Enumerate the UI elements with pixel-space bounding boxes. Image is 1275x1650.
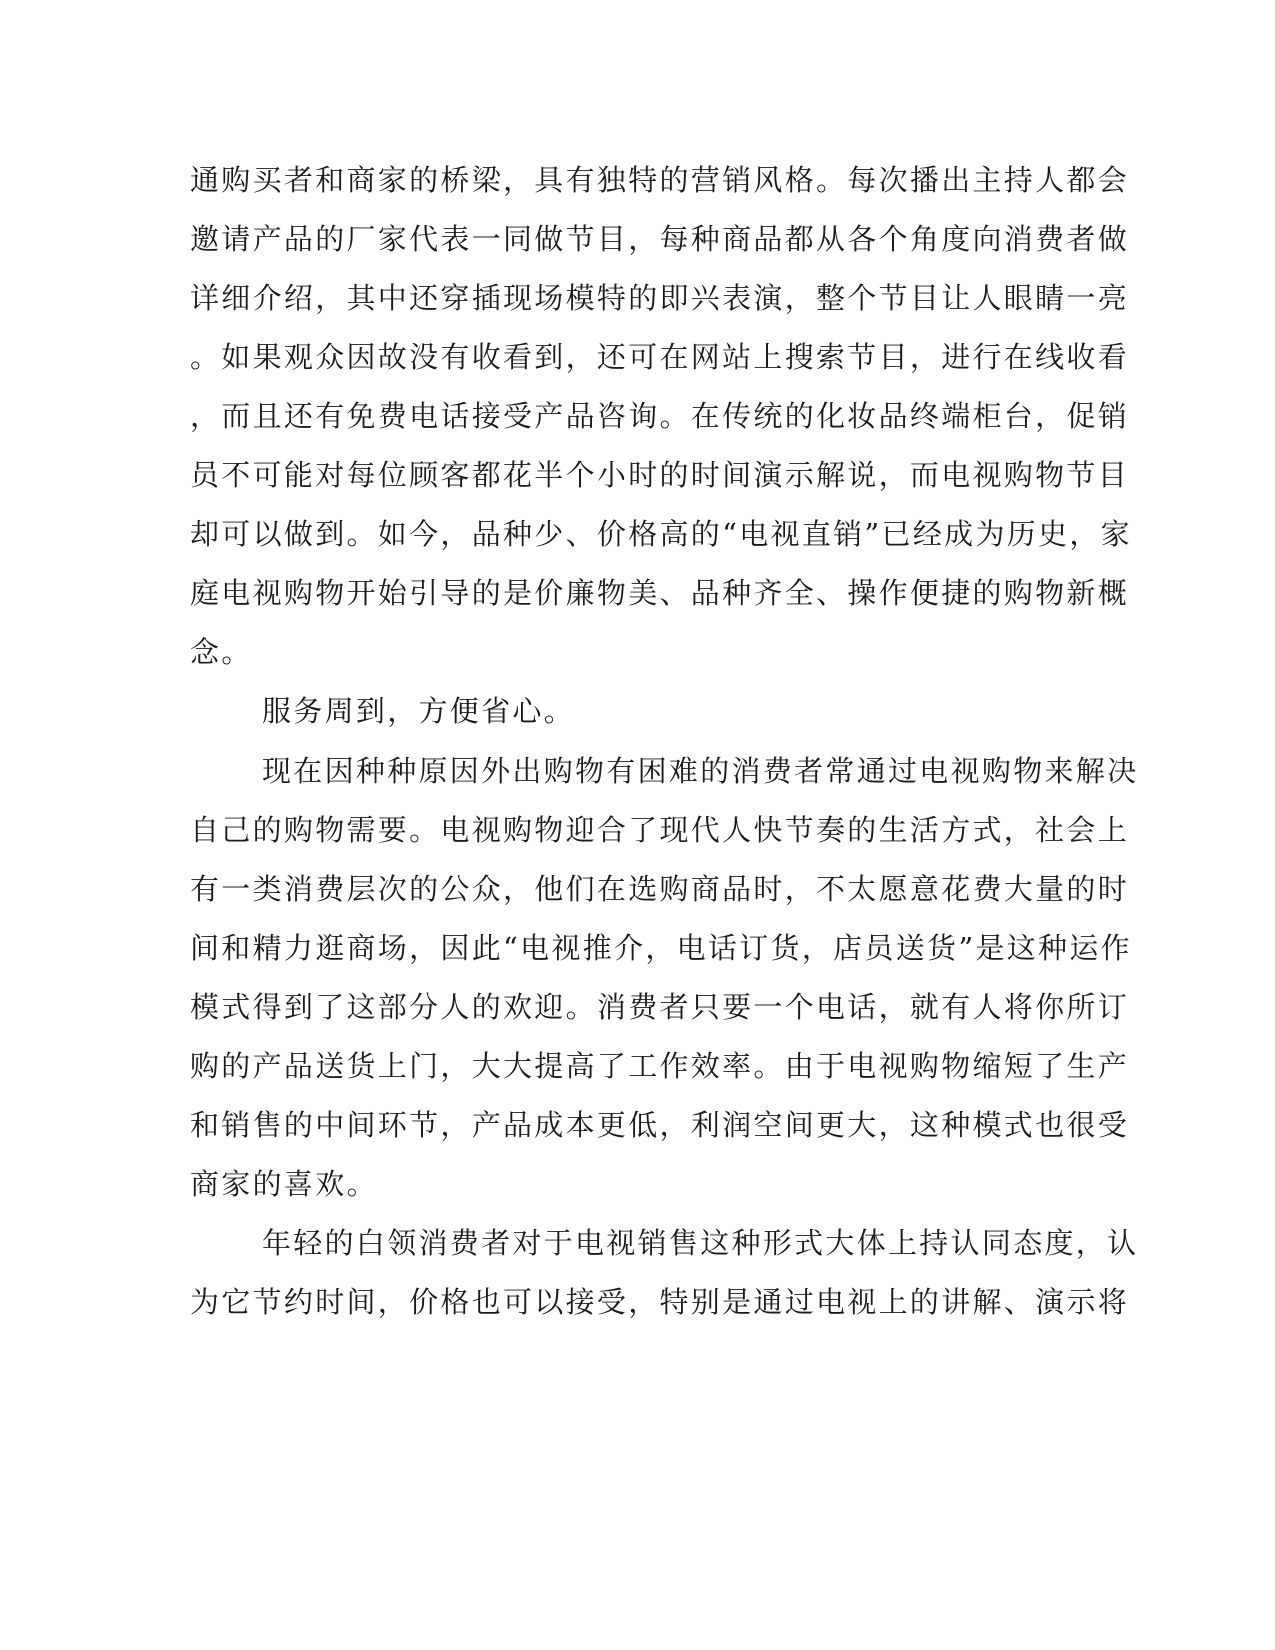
text-line: 模式得到了这部分人的欢迎。消费者只要一个电话，就有人将你所订 <box>190 990 1130 1024</box>
text-line: 念。 <box>190 635 253 669</box>
text-line: ，而且还有免费电话接受产品咨询。在传统的化妆品终端柜台，促销 <box>190 399 1130 433</box>
text-line: 邀请产品的厂家代表一同做节目，每种商品都从各个角度向消费者做 <box>190 222 1130 256</box>
text-line: 庭电视购物开始引导的是价廉物美、品种齐全、操作便捷的购物新概 <box>190 576 1130 610</box>
text-line: 和销售的中间环节，产品成本更低，利润空间更大，这种模式也很受 <box>190 1108 1130 1142</box>
text-line: 商家的喜欢。 <box>190 1167 378 1201</box>
paragraph-first-line: 年轻的白领消费者对于电视销售这种形式大体上持认同态度，认 <box>262 1226 1139 1260</box>
text-line: 有一类消费层次的公众，他们在选购商品时，不太愿意花费大量的时 <box>190 872 1130 906</box>
text-line: 通购买者和商家的桥梁，具有独特的营销风格。每次播出主持人都会 <box>190 163 1130 197</box>
text-line: 购的产品送货上门，大大提高了工作效率。由于电视购物缩短了生产 <box>190 1049 1130 1083</box>
paragraph-first-line: 现在因种种原因外出购物有困难的消费者常通过电视购物来解决 <box>262 754 1139 788</box>
text-line: 却可以做到。如今，品种少、价格高的“电视直销”已经成为历史，家 <box>190 517 1132 551</box>
text-line: 详细介绍，其中还穿插现场模特的即兴表演，整个节目让人眼睛一亮 <box>190 281 1130 315</box>
section-heading: 服务周到，方便省心。 <box>262 694 576 728</box>
text-line: 。如果观众因故没有收看到，还可在网站上搜索节目，进行在线收看 <box>190 340 1130 374</box>
text-line: 间和精力逛商场，因此“电视推介，电话订货，店员送货”是这种运作 <box>190 931 1132 965</box>
text-line: 为它节约时间，价格也可以接受，特别是通过电视上的讲解、演示将 <box>190 1285 1130 1319</box>
text-line: 自己的购物需要。电视购物迎合了现代人快节奏的生活方式，社会上 <box>190 813 1130 847</box>
text-line: 员不可能对每位顾客都花半个小时的时间演示解说，而电视购物节目 <box>190 458 1130 492</box>
